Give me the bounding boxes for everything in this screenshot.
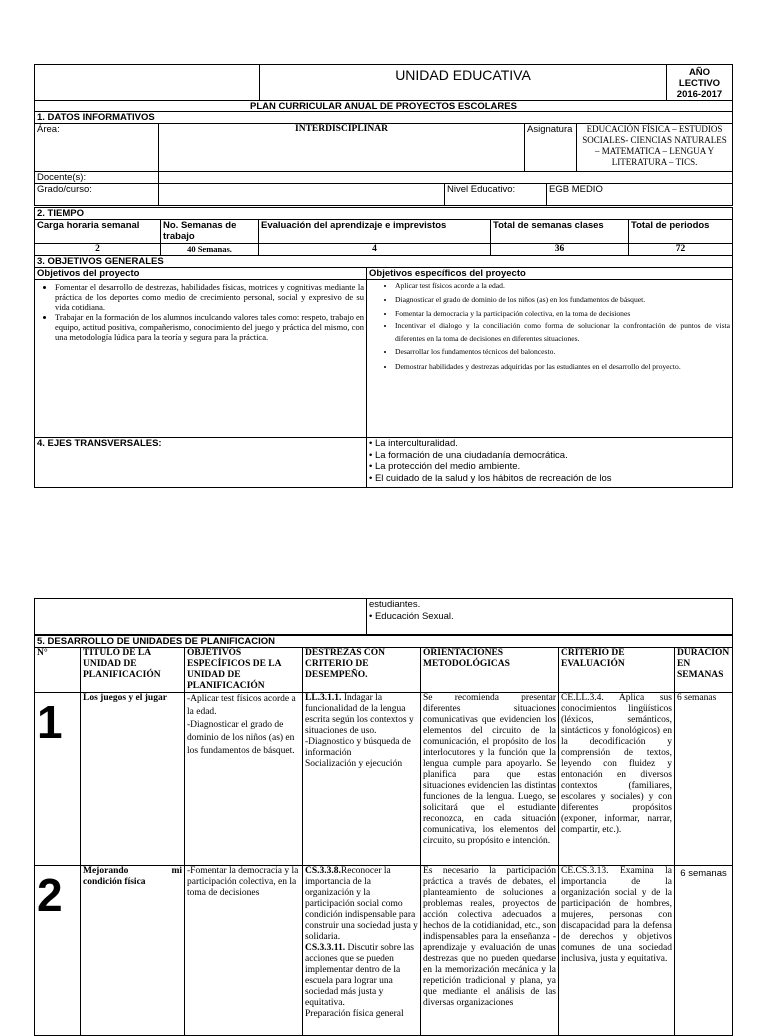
header-table [34, 64, 733, 113]
unidades-header-orientaciones: ORIENTACIONES METODOLÓGICAS [421, 648, 559, 693]
unit-criteria: CE.CS.3.13. Examina la importancia de la organización social y de la participación de hombres, mujeres, personas con discapacidad para la defensa de derechos y objetivos comunes de una sociedad inclusiva, justa y equitativa. [559, 866, 675, 1036]
objetivos-table [34, 255, 733, 488]
area-label: Área: [35, 124, 159, 172]
nivel-value: EGB MEDIO [547, 184, 733, 206]
unidades-header-num: N° [35, 648, 81, 693]
area-value: INTERDISCIPLINAR [159, 124, 525, 172]
tiempo-value-semanas: 40 Semanas. [161, 244, 259, 256]
year-label: AÑO LECTIVO [678, 67, 721, 89]
unit-number: 2 [35, 866, 81, 1036]
datos-informativos-table [34, 111, 733, 206]
eje-item: • La interculturalidad. [369, 438, 458, 449]
specific-objective-item: • Fomentar la democracia y la participación colectiva, en la toma de decisiones [395, 309, 730, 318]
tiempo-value-evaluacion: 4 [259, 244, 491, 256]
unit-title: Mejorando mi condición física [81, 866, 185, 1036]
general-objective-item: • Fomentar el desarrollo de destrezas, habilidades físicas, motrices y cognitivas mediante la práctica de los deportes como medio de crecimiento personal, social y expresivo de su vida cotidiana. [55, 282, 364, 312]
unit-method: Es necesario la participación práctica a través de debates, el planteamiento de soluciones a problemas reales, proyectos de acción colectiva adecuados a hechos de la cotidianidad, etc., son indispensables para la enseñanza - aprendizaje y evaluación de unas destrezas que no pueden quedarse en la memorización mecánica y la repetición tradicional y plana, ya que mediante el análisis de las diversas organizaciones [421, 866, 559, 1036]
eje-item: estudiantes. [369, 599, 421, 610]
unit-row [35, 693, 733, 866]
eje-item: • Educación Sexual. [369, 610, 454, 622]
unit-objectives: -Fomentar la democracia y la participación colectiva, en la toma de decisiones [185, 866, 303, 1036]
unit-duration: 6 semanas [675, 866, 733, 1036]
unit-skills: Discutir sobre las acciones que se pueden implementar dentro de la escuela para lograr una sociedad más justa y equitativa. Preparación física general [305, 943, 414, 1019]
eje-item: • El cuidado de la salud y los hábitos de recreación de los [369, 472, 612, 484]
unidades-header-duracion: DURACIÓN EN SEMANAS [675, 648, 733, 693]
unit-skill-code: CS.3.3.11. [305, 943, 346, 953]
ejes-continued-table [34, 598, 733, 635]
objetivos-col-especificos: Objetivos específicos del proyecto [367, 268, 733, 280]
unit-title: Los juegos y el jugar [81, 693, 185, 866]
unit-row [35, 866, 733, 1036]
tiempo-value-periodos: 72 [629, 244, 733, 256]
school-name: UNIDAD EDUCATIVA [260, 65, 667, 101]
tiempo-table [34, 207, 733, 256]
unidades-header-objetivos: OBJETIVOS ESPECÍFICOS DE LA UNIDAD DE PLANIFICACIÓN [185, 648, 303, 693]
specific-objective-item: • Desarrollar los fundamentos técnicos del baloncesto. [395, 347, 730, 356]
grado-label: Grado/curso: [35, 184, 159, 206]
section4-title: 4. EJES TRANSVERSALES: [35, 438, 367, 488]
tiempo-header-carga: Carga horaria semanal [35, 220, 161, 244]
unit-skills: Indagar la funcionalidad de la lengua escrita según los contextos y situaciones de uso. -Diagnostico y búsqueda de información Socialización y ejecución [305, 693, 414, 769]
unidades-header-titulo: TÍTULO DE LA UNIDAD DE PLANIFICACIÓN [81, 648, 185, 693]
eje-item: • La formación de una ciudadanía democrática. [369, 449, 568, 461]
unit-duration: 6 semanas [675, 693, 733, 866]
nivel-label: Nivel Educativo: [445, 184, 547, 206]
plan-title: PLAN CURRICULAR ANUAL DE PROYECTOS ESCOLARES [35, 101, 733, 113]
unit-skill-code: CS.3.3.8. [305, 866, 341, 876]
tiempo-header-periodos: Total de periodos [629, 220, 733, 244]
unidades-header-criterio: CRITERIO DE EVALUACIÓN [559, 648, 675, 693]
tiempo-value-total-semanas: 36 [491, 244, 629, 256]
asignatura-value: EDUCACIÓN FÍSICA – ESTUDIOS SOCIALES- CIENCIAS NATURALES – MATEMATICA – LENGUA Y LITERATURA – TICS. [577, 124, 733, 172]
unit-criteria: CE.LL.3.4. Aplica sus conocimientos lingüísticos (léxicos, semánticos, sintácticos y fonológicos) en la decodificación y comprensión de textos, leyendo con fluidez y entonación en diversos contextos (familiares, escolares y sociales) y con diferentes propósitos (exponer, informar, narrar, compartir, etc.). [559, 693, 675, 866]
specific-objectives-list [369, 281, 730, 374]
tiempo-header-total-semanas: Total de semanas clases [491, 220, 629, 244]
general-objectives-list [37, 282, 364, 342]
unidades-table [34, 635, 733, 1036]
unit-skill-code: LL.3.1.1. [305, 693, 342, 703]
unit-method: Se recomienda presentar diferentes situaciones comunicativas que evidencien los elementos del circuito de la comunicación, el propósito de los interlocutores y la función que la lengua cumple para apoyarlo. Se planifica para que estas situaciones evidencien las distintas funciones de la lengua. Luego, se solicitará que el estudiante reconozca, en cada situación comunicativa, los elementos del circuito, su propósito e intención. [421, 693, 559, 866]
docente-label: Docente(s): [35, 172, 159, 184]
section5-title: 5. DESARROLLO DE UNIDADES DE PLANIFICACION [35, 636, 733, 648]
tiempo-header-evaluacion: Evaluación del aprendizaje e imprevistos [259, 220, 491, 244]
specific-objective-item: • Diagnosticar el grado de dominio de los niños (as) en los fundamentos de básquet. [395, 292, 730, 307]
eje-item: • La protección del medio ambiente. [369, 461, 521, 472]
specific-objective-item: • Aplicar test físicos acorde a la edad. [395, 281, 730, 290]
objetivos-col-general: Objetivos del proyecto [35, 268, 367, 280]
tiempo-value-carga: 2 [35, 244, 161, 256]
unit-objectives: -Aplicar test físicos acorde a la edad. -Diagnosticar el grado de dominio de los niños (as) en los fundamentos de básquet. [185, 693, 303, 866]
specific-objective-item: • Incentivar el dialogo y la conciliación como forma de solucionar la confrontación de puntos de vista diferentes en la toma de decisiones en diferentes situaciones. [395, 320, 730, 345]
unit-skills: Reconocer la importancia de la organización y la participación social como condición indispensable para construir una sociedad justa y solidaria. [305, 866, 418, 942]
general-objective-item: • Trabajar en la formación de los alumnos inculcando valores tales como: respeto, trabajo en equipo, actitud positiva, compañerismo, conocimiento del juego y práctica del mismo, con una metodología lúdica para la teoría y segura para la práctica. [55, 312, 364, 342]
tiempo-header-semanas: No. Semanas de trabajo [161, 220, 259, 244]
year-value: 2016-2017 [676, 89, 723, 100]
unidades-header-destrezas: DESTREZAS CON CRITERIO DE DESEMPEÑO. [303, 648, 421, 693]
unit-number: 1 [35, 693, 81, 866]
asignatura-label: Asignatura [525, 124, 577, 172]
section3-title: 3. OBJETIVOS GENERALES [35, 256, 733, 268]
section2-title: 2. TIEMPO [35, 208, 733, 220]
section1-title: 1. DATOS INFORMATIVOS [35, 112, 733, 124]
page-two [0, 598, 768, 1024]
specific-objective-item: • Demostrar habilidades y destrezas adquiridas por las estudiantes en el desarrollo del proyecto. [395, 359, 730, 374]
